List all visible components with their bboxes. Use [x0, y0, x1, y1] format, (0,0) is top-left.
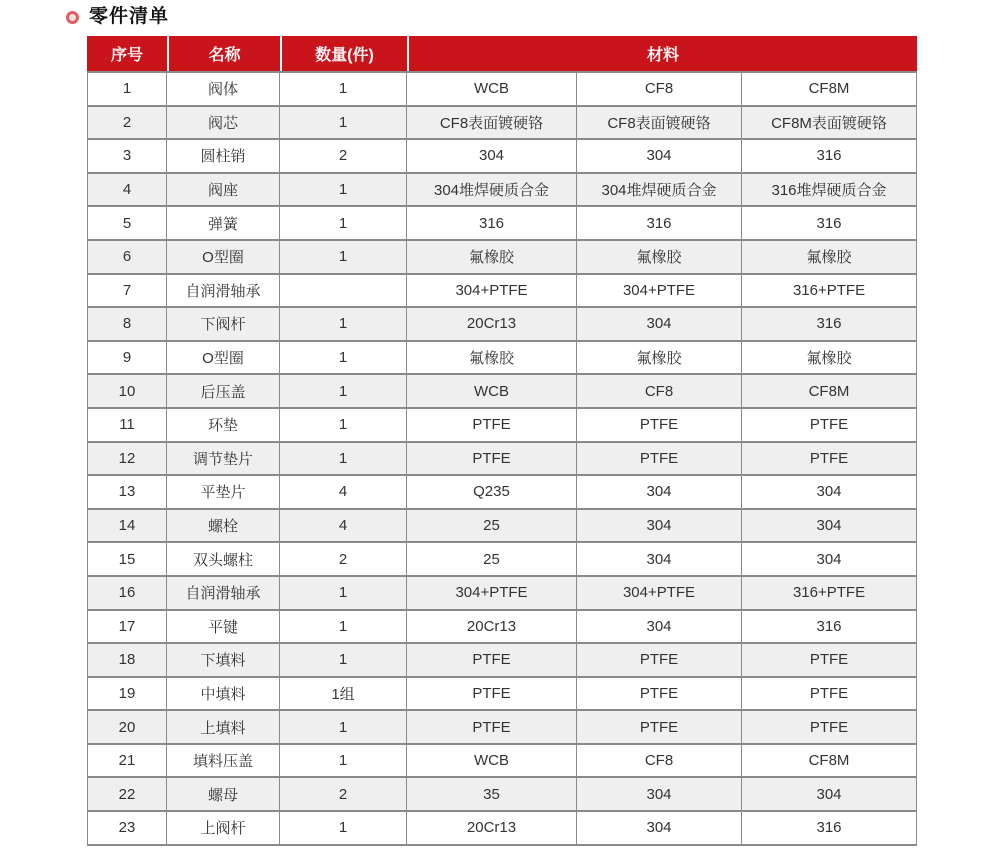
table-row	[87, 745, 917, 779]
serial-cell: 15	[87, 543, 167, 577]
serial-cell: 4	[87, 174, 167, 208]
quantity-cell: 4	[280, 510, 407, 544]
part-name-cell: 螺栓	[167, 510, 280, 544]
material-cell: PTFE	[407, 644, 577, 678]
material-cell: 304	[577, 812, 742, 846]
material-cell: PTFE	[577, 711, 742, 745]
quantity-cell: 1	[280, 577, 407, 611]
material-cell: 316	[407, 207, 577, 241]
serial-cell: 14	[87, 510, 167, 544]
material-cell: 304	[577, 543, 742, 577]
table-row	[87, 644, 917, 678]
part-name-cell: 自润滑轴承	[167, 275, 280, 309]
serial-cell: 5	[87, 207, 167, 241]
quantity-cell: 1	[280, 71, 407, 107]
part-name-cell: 上填料	[167, 711, 280, 745]
quantity-cell: 1	[280, 107, 407, 141]
part-name-cell: 弹簧	[167, 207, 280, 241]
table-row	[87, 543, 917, 577]
material-cell: PTFE	[742, 678, 917, 712]
table-row	[87, 812, 917, 846]
table-row	[87, 241, 917, 275]
material-cell: 304	[577, 510, 742, 544]
quantity-cell: 1	[280, 711, 407, 745]
serial-cell: 7	[87, 275, 167, 309]
table-row	[87, 611, 917, 645]
quantity-cell: 1	[280, 812, 407, 846]
table-row	[87, 476, 917, 510]
material-cell: PTFE	[407, 443, 577, 477]
quantity-cell: 4	[280, 476, 407, 510]
table-row	[87, 375, 917, 409]
header-cell-index: 序号	[87, 36, 167, 71]
table-row	[87, 678, 917, 712]
serial-cell: 21	[87, 745, 167, 779]
serial-cell: 20	[87, 711, 167, 745]
table-row	[87, 207, 917, 241]
quantity-cell: 2	[280, 778, 407, 812]
material-cell: CF8表面镀硬铬	[577, 107, 742, 141]
serial-cell: 11	[87, 409, 167, 443]
material-cell: 304	[742, 510, 917, 544]
table-row	[87, 577, 917, 611]
material-cell: 316	[742, 611, 917, 645]
part-name-cell: 环垫	[167, 409, 280, 443]
material-cell: 304+PTFE	[407, 577, 577, 611]
material-cell: 316	[742, 308, 917, 342]
material-cell: 316	[742, 207, 917, 241]
part-name-cell: 螺母	[167, 778, 280, 812]
material-cell: 20Cr13	[407, 611, 577, 645]
section-title-bar	[66, 6, 169, 28]
part-name-cell: 填料压盖	[167, 745, 280, 779]
serial-cell: 18	[87, 644, 167, 678]
quantity-cell: 1	[280, 241, 407, 275]
table-row	[87, 140, 917, 174]
material-cell: 25	[407, 510, 577, 544]
material-cell: 35	[407, 778, 577, 812]
serial-cell: 9	[87, 342, 167, 376]
quantity-cell: 1	[280, 308, 407, 342]
table-row	[87, 443, 917, 477]
material-cell: 316	[742, 812, 917, 846]
material-cell: CF8M	[742, 71, 917, 107]
quantity-cell: 1	[280, 644, 407, 678]
parts-table	[87, 36, 917, 846]
part-name-cell: 中填料	[167, 678, 280, 712]
part-name-cell: 阀座	[167, 174, 280, 208]
ring-bullet-icon	[66, 11, 79, 24]
part-name-cell: 阀芯	[167, 107, 280, 141]
material-cell: 氟橡胶	[742, 342, 917, 376]
material-cell: 304	[577, 778, 742, 812]
part-name-cell: O型圈	[167, 342, 280, 376]
material-cell: PTFE	[742, 409, 917, 443]
part-name-cell: 平键	[167, 611, 280, 645]
serial-cell: 3	[87, 140, 167, 174]
material-cell: 304	[577, 476, 742, 510]
quantity-cell: 1	[280, 611, 407, 645]
material-cell: CF8M表面镀硬铬	[742, 107, 917, 141]
table-row	[87, 342, 917, 376]
table-header-row	[87, 36, 917, 71]
quantity-cell: 1	[280, 342, 407, 376]
quantity-cell: 2	[280, 140, 407, 174]
material-cell: PTFE	[407, 711, 577, 745]
part-name-cell: 阀体	[167, 71, 280, 107]
material-cell: 304+PTFE	[577, 275, 742, 309]
material-cell: 304	[742, 476, 917, 510]
material-cell: WCB	[407, 71, 577, 107]
material-cell: 304	[577, 140, 742, 174]
material-cell: 25	[407, 543, 577, 577]
table-row	[87, 778, 917, 812]
material-cell: 氟橡胶	[407, 241, 577, 275]
material-cell: 304	[407, 140, 577, 174]
quantity-cell: 2	[280, 543, 407, 577]
part-name-cell: 圆柱销	[167, 140, 280, 174]
quantity-cell: 1	[280, 375, 407, 409]
material-cell: 氟橡胶	[577, 241, 742, 275]
serial-cell: 23	[87, 812, 167, 846]
header-cell-qty: 数量(件)	[280, 36, 407, 71]
quantity-cell	[280, 275, 407, 309]
part-name-cell: 下填料	[167, 644, 280, 678]
serial-cell: 12	[87, 443, 167, 477]
serial-cell: 17	[87, 611, 167, 645]
part-name-cell: 上阀杆	[167, 812, 280, 846]
material-cell: 氟橡胶	[742, 241, 917, 275]
serial-cell: 1	[87, 71, 167, 107]
part-name-cell: 平垫片	[167, 476, 280, 510]
material-cell: PTFE	[742, 644, 917, 678]
material-cell: 304	[577, 308, 742, 342]
header-cell-name: 名称	[167, 36, 280, 71]
quantity-cell: 1	[280, 409, 407, 443]
table-row	[87, 107, 917, 141]
material-cell: 304+PTFE	[407, 275, 577, 309]
material-cell: CF8M	[742, 745, 917, 779]
material-cell: PTFE	[577, 443, 742, 477]
material-cell: 304+PTFE	[577, 577, 742, 611]
quantity-cell: 1	[280, 443, 407, 477]
material-cell: 316+PTFE	[742, 577, 917, 611]
part-name-cell: 调节垫片	[167, 443, 280, 477]
parts-table-body	[87, 71, 917, 846]
material-cell: 316	[742, 140, 917, 174]
material-cell: 304	[742, 543, 917, 577]
material-cell: WCB	[407, 375, 577, 409]
material-cell: CF8	[577, 71, 742, 107]
part-name-cell: 后压盖	[167, 375, 280, 409]
material-cell: 316堆焊硬质合金	[742, 174, 917, 208]
material-cell: WCB	[407, 745, 577, 779]
material-cell: 20Cr13	[407, 812, 577, 846]
quantity-cell: 1	[280, 745, 407, 779]
part-name-cell: 双头螺柱	[167, 543, 280, 577]
material-cell: Q235	[407, 476, 577, 510]
parts-table-container	[87, 36, 917, 846]
material-cell: 20Cr13	[407, 308, 577, 342]
quantity-cell: 1	[280, 174, 407, 208]
part-name-cell: 下阀杆	[167, 308, 280, 342]
part-name-cell: O型圈	[167, 241, 280, 275]
quantity-cell: 1	[280, 207, 407, 241]
material-cell: PTFE	[577, 678, 742, 712]
page-title: 零件清单	[89, 6, 170, 27]
material-cell: CF8M	[742, 375, 917, 409]
material-cell: CF8	[577, 375, 742, 409]
material-cell: 304堆焊硬质合金	[577, 174, 742, 208]
table-row	[87, 275, 917, 309]
serial-cell: 8	[87, 308, 167, 342]
serial-cell: 13	[87, 476, 167, 510]
material-cell: 氟橡胶	[577, 342, 742, 376]
table-row	[87, 711, 917, 745]
material-cell: 316+PTFE	[742, 275, 917, 309]
serial-cell: 19	[87, 678, 167, 712]
table-row	[87, 409, 917, 443]
table-row	[87, 174, 917, 208]
material-cell: PTFE	[407, 409, 577, 443]
material-cell: PTFE	[407, 678, 577, 712]
material-cell: 304	[577, 611, 742, 645]
serial-cell: 6	[87, 241, 167, 275]
serial-cell: 22	[87, 778, 167, 812]
material-cell: PTFE	[577, 644, 742, 678]
material-cell: 316	[577, 207, 742, 241]
table-row	[87, 510, 917, 544]
material-cell: CF8	[577, 745, 742, 779]
table-row	[87, 71, 917, 107]
serial-cell: 10	[87, 375, 167, 409]
part-name-cell: 自润滑轴承	[167, 577, 280, 611]
material-cell: 氟橡胶	[407, 342, 577, 376]
header-cell-material: 材料	[407, 36, 917, 71]
material-cell: CF8表面镀硬铬	[407, 107, 577, 141]
serial-cell: 2	[87, 107, 167, 141]
material-cell: PTFE	[577, 409, 742, 443]
material-cell: PTFE	[742, 711, 917, 745]
material-cell: 304	[742, 778, 917, 812]
quantity-cell: 1组	[280, 678, 407, 712]
material-cell: 304堆焊硬质合金	[407, 174, 577, 208]
serial-cell: 16	[87, 577, 167, 611]
table-row	[87, 308, 917, 342]
material-cell: PTFE	[742, 443, 917, 477]
